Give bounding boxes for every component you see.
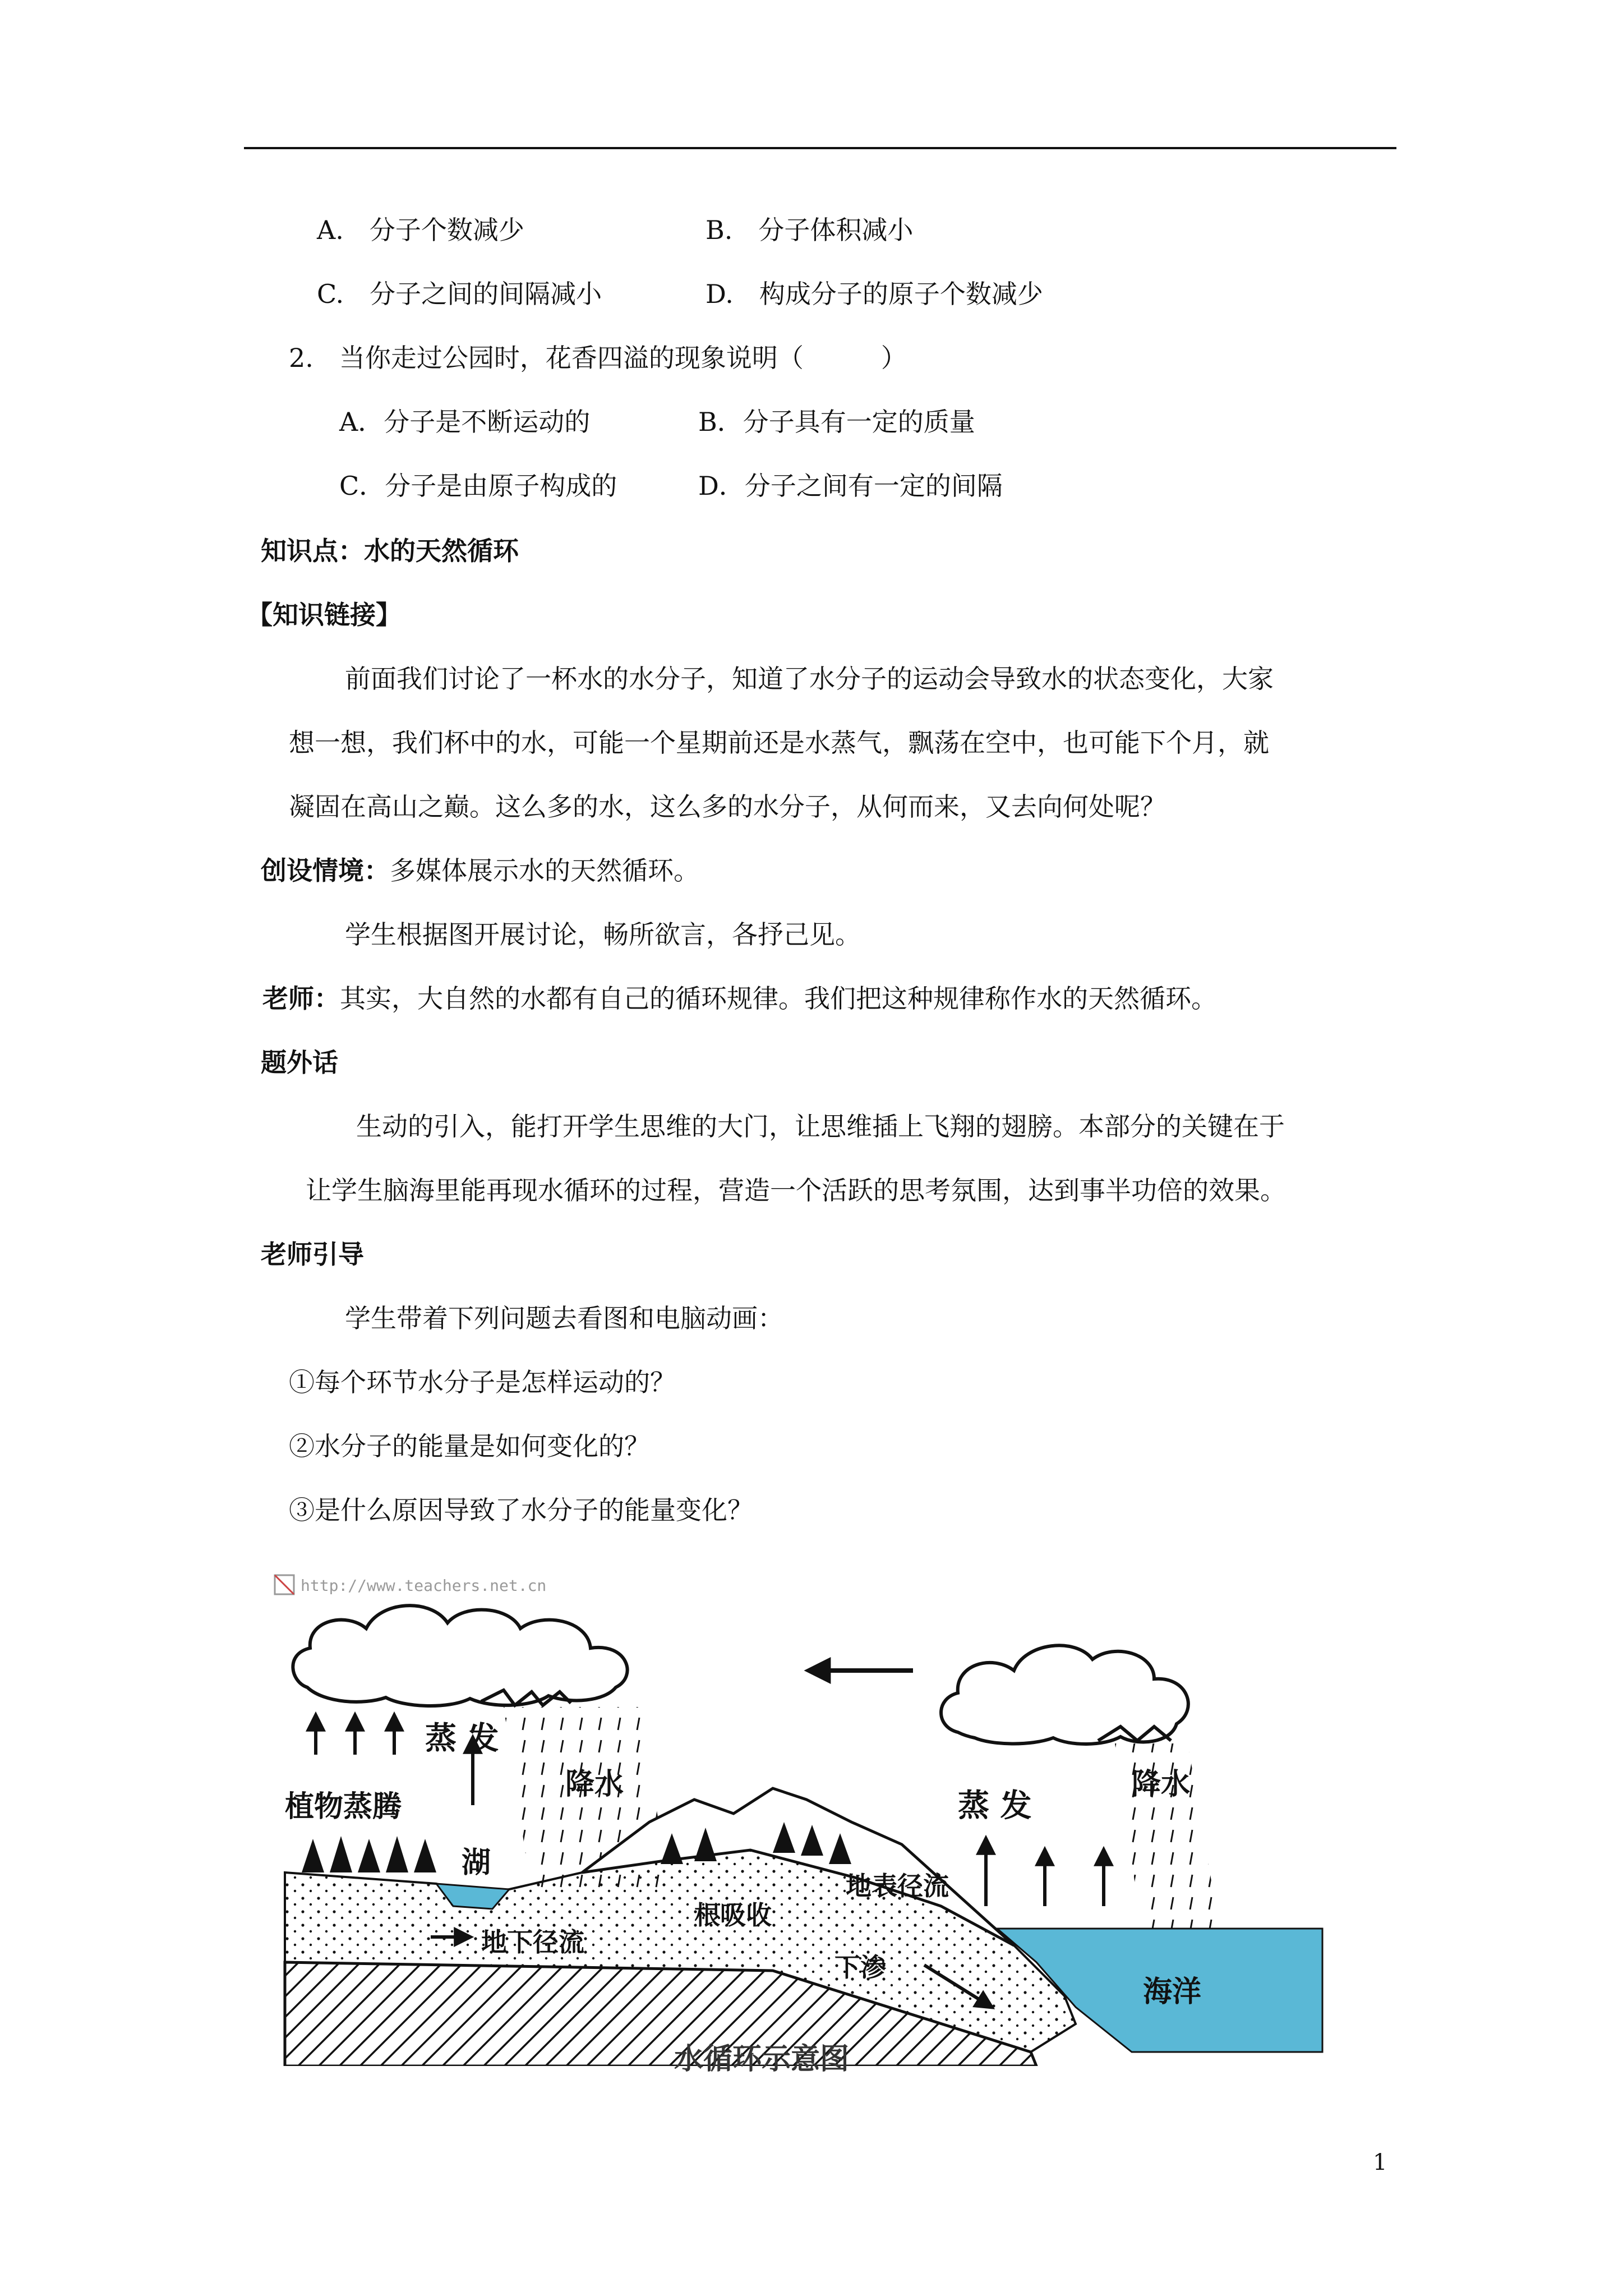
page-number: 1 [1373, 2150, 1387, 2175]
paragraph-line: 想一想，我们杯中的水，可能一个星期前还是水蒸气，飘荡在空中，也可能下个月，就 [289, 728, 1269, 758]
guide-question: ③是什么原因导致了水分子的能量变化？ [289, 1495, 753, 1525]
guide-question: ①每个环节水分子是怎样运动的？ [289, 1367, 676, 1397]
scenario-line [261, 854, 699, 887]
q2-option-c: C．分子是由原子构成的 [339, 471, 617, 501]
watermark [275, 1575, 546, 1595]
aside-line: 生动的引入，能打开学生思维的大门，让思维插上飞翔的翅膀。本部分的关键在于 [356, 1111, 1285, 1142]
paragraph-line: 凝固在高山之巅。这么多的水，这么多的水分子，从何而来，又去向何处呢？ [289, 792, 1166, 822]
q1-option-b: B. 分子体积减小 [706, 215, 914, 245]
aside-line: 让学生脑海里能再现水循环的过程，营造一个活跃的思考氛围，达到事半功倍的效果。 [306, 1175, 1286, 1205]
paragraph-line: 前面我们讨论了一杯水的水分子，知道了水分子的运动会导致水的状态变化，大家 [345, 664, 1274, 694]
scenario-label: 创设情境： [261, 855, 390, 886]
guide-intro: 学生带着下列问题去看图和电脑动画： [345, 1303, 783, 1333]
label-surface-runoff: 地表径流 [846, 1871, 949, 1901]
water-cycle-diagram [268, 1558, 1334, 2066]
q1-option-a: A. 分子个数减少 [317, 215, 524, 245]
guide-question: ②水分子的能量是如何变化的？ [289, 1431, 650, 1461]
knowledge-link-heading: 【知识链接】 [247, 600, 402, 630]
label-evaporation-left: 蒸 发 [425, 1720, 499, 1757]
label-precipitation-left: 降水 [565, 1768, 624, 1801]
figure-caption: 水循环示意图 [674, 2042, 850, 2076]
q2-stem: 2. 当你走过公园时，花香四溢的现象说明（ ） [289, 343, 907, 373]
label-transpiration: 植物蒸腾 [285, 1790, 402, 1824]
q2-option-d: D．分子之间有一定的间隔 [698, 471, 1003, 501]
teacher-line [262, 982, 1217, 1015]
label-evaporation-right: 蒸 发 [958, 1788, 1032, 1824]
label-lake: 湖 [462, 1846, 491, 1880]
cloud-left [293, 1605, 627, 1706]
q2-option-b: B．分子具有一定的质量 [698, 407, 975, 437]
q2-option-a: A．分子是不断运动的 [339, 407, 591, 437]
aside-heading: 题外话 [261, 1047, 338, 1078]
teacher-text: 其实，大自然的水都有自己的循环规律。我们把这种规律称作水的天然循环。 [340, 983, 1217, 1014]
guide-heading: 老师引导 [261, 1239, 364, 1269]
label-ocean: 海洋 [1143, 1975, 1202, 2009]
label-root-absorption: 根吸收 [694, 1900, 772, 1930]
q1-option-c: C. 分子之间的间隔减小 [317, 279, 602, 309]
q1-option-d: D. 构成分子的原子个数减少 [706, 279, 1043, 309]
scenario-follow: 学生根据图开展讨论，畅所欲言，各抒己见。 [345, 919, 861, 950]
header-rule [244, 147, 1396, 149]
knowledge-point-heading: 知识点：水的天然循环 [261, 536, 519, 566]
watermark-text: http://www.teachers.net.cn [301, 1576, 547, 1595]
teacher-label: 老师： [262, 983, 340, 1014]
scenario-text: 多媒体展示水的天然循环。 [390, 855, 699, 886]
label-precipitation-right: 降水 [1132, 1768, 1191, 1801]
label-infiltration: 下渗 [834, 1952, 886, 1982]
label-groundwater: 地下径流 [481, 1927, 584, 1957]
